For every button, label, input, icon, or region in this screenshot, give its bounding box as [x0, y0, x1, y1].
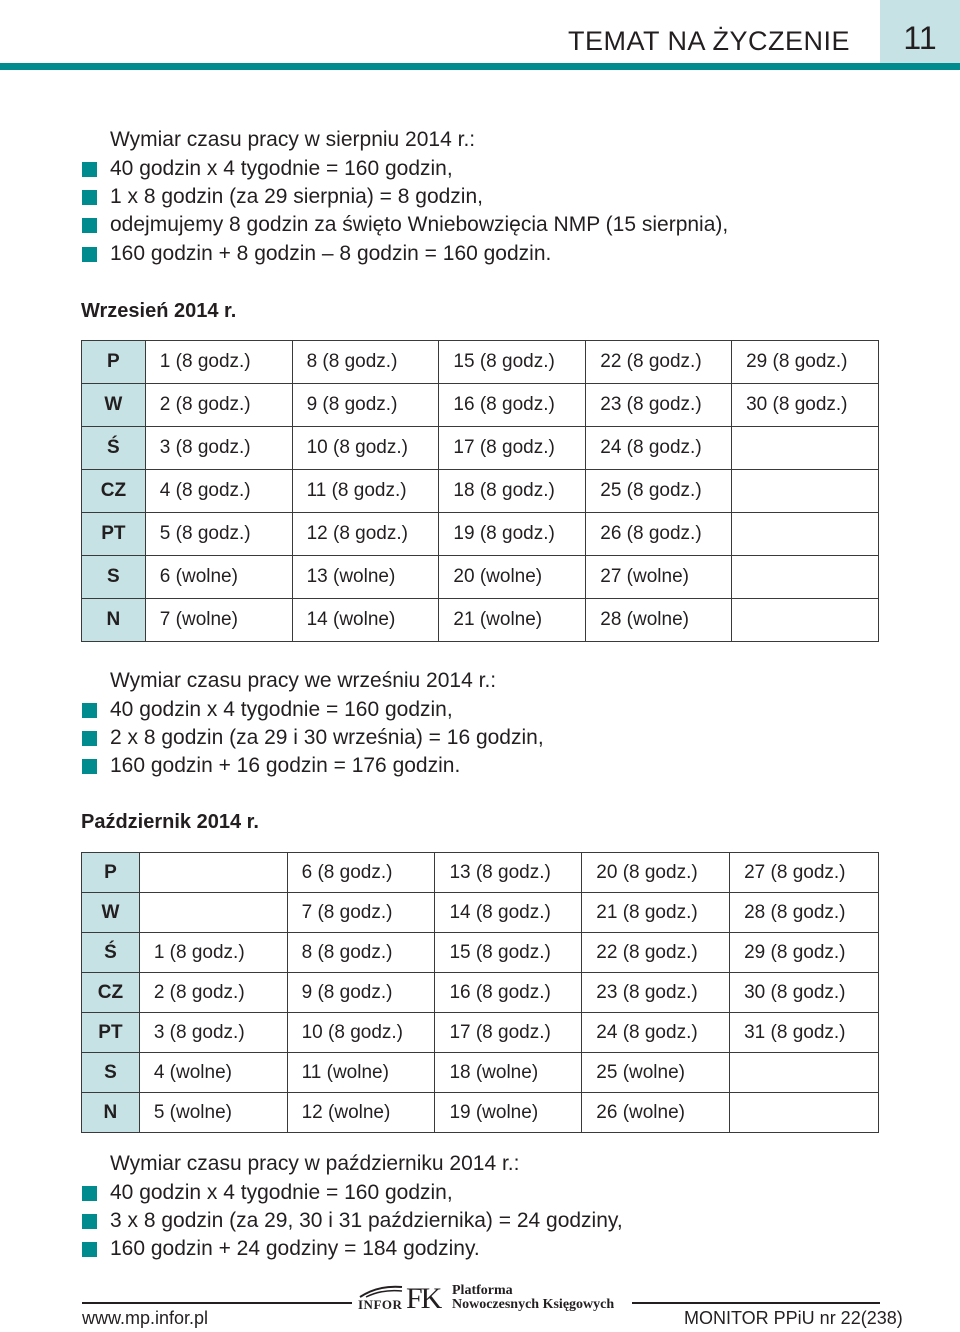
- day-of-week-cell: P: [82, 853, 140, 893]
- date-cell: [139, 893, 287, 933]
- date-cell: 19 (wolne): [435, 1093, 582, 1133]
- date-cell: 21 (wolne): [439, 599, 586, 642]
- footer-magazine-issue: MONITOR PPiU nr 22(238): [684, 1308, 903, 1328]
- date-cell: [732, 556, 879, 599]
- date-cell: 12 (8 godz.): [292, 513, 439, 556]
- date-cell: 24 (8 godz.): [582, 1013, 730, 1053]
- date-cell: 15 (8 godz.): [435, 933, 582, 973]
- footer-website-link[interactable]: www.mp.infor.pl: [82, 1308, 209, 1328]
- date-cell: 29 (8 godz.): [730, 933, 879, 973]
- date-cell: [732, 470, 879, 513]
- bullet-square-icon: [82, 731, 97, 746]
- date-cell: 25 (8 godz.): [586, 470, 732, 513]
- october-calendar-table: [81, 852, 879, 1133]
- summary-line: 40 godzin x 4 tygodnie = 160 godzin,: [110, 698, 453, 721]
- date-cell: 3 (8 godz.): [139, 1013, 287, 1053]
- summary-intro: Wymiar czasu pracy we wrześniu 2014 r.:: [110, 669, 497, 692]
- table-row: [82, 427, 879, 470]
- date-cell: [732, 513, 879, 556]
- footer-rule-left: [82, 1302, 352, 1304]
- summary-line: 3 x 8 godzin (za 29, 30 i 31 października) = 24 godziny,: [110, 1209, 623, 1232]
- bullet-square-icon: [82, 703, 97, 718]
- logo-infor-text: INFOR: [358, 1297, 403, 1312]
- date-cell: 24 (8 godz.): [586, 427, 732, 470]
- summary-line: 2 x 8 godzin (za 29 i 30 września) = 16 godzin,: [110, 726, 544, 749]
- bullet-square-icon: [82, 1214, 97, 1229]
- day-of-week-cell: CZ: [82, 470, 146, 513]
- date-cell: 12 (wolne): [287, 1093, 435, 1133]
- table-row: [82, 470, 879, 513]
- date-cell: 16 (8 godz.): [435, 973, 582, 1013]
- bullet-square-icon: [82, 247, 97, 262]
- date-cell: 19 (8 godz.): [439, 513, 586, 556]
- date-cell: 4 (8 godz.): [145, 470, 292, 513]
- table-row: [82, 973, 879, 1013]
- date-cell: 29 (8 godz.): [732, 341, 879, 384]
- table-row: [82, 556, 879, 599]
- bullet-square-icon: [82, 218, 97, 233]
- logo-line2: Nowoczesnych Księgowych: [452, 1297, 615, 1312]
- table-row: [82, 599, 879, 642]
- day-of-week-cell: Ś: [82, 933, 140, 973]
- bullet-square-icon: [82, 759, 97, 774]
- date-cell: 20 (wolne): [439, 556, 586, 599]
- date-cell: 18 (wolne): [435, 1053, 582, 1093]
- date-cell: 11 (wolne): [287, 1053, 435, 1093]
- date-cell: 7 (wolne): [145, 599, 292, 642]
- date-cell: 31 (8 godz.): [730, 1013, 879, 1053]
- infor-fk-logo: [356, 1283, 636, 1315]
- summary-line: 40 godzin x 4 tygodnie = 160 godzin,: [110, 157, 453, 180]
- date-cell: 25 (wolne): [582, 1053, 730, 1093]
- date-cell: [732, 599, 879, 642]
- date-cell: 22 (8 godz.): [582, 933, 730, 973]
- date-cell: [732, 427, 879, 470]
- october-heading: Październik 2014 r.: [81, 811, 259, 833]
- bullet-square-icon: [82, 1186, 97, 1201]
- date-cell: 13 (wolne): [292, 556, 439, 599]
- table-row: [82, 853, 879, 893]
- date-cell: 22 (8 godz.): [586, 341, 732, 384]
- date-cell: [730, 1053, 879, 1093]
- date-cell: 9 (8 godz.): [287, 973, 435, 1013]
- date-cell: 21 (8 godz.): [582, 893, 730, 933]
- date-cell: 2 (8 godz.): [139, 973, 287, 1013]
- bullet-square-icon: [82, 162, 97, 177]
- day-of-week-cell: N: [82, 1093, 140, 1133]
- summary-intro: Wymiar czasu pracy w październiku 2014 r.:: [110, 1152, 520, 1175]
- date-cell: 28 (wolne): [586, 599, 732, 642]
- table-row: [82, 513, 879, 556]
- day-of-week-cell: CZ: [82, 973, 140, 1013]
- date-cell: 8 (8 godz.): [287, 933, 435, 973]
- date-cell: 18 (8 godz.): [439, 470, 586, 513]
- date-cell: 20 (8 godz.): [582, 853, 730, 893]
- date-cell: 8 (8 godz.): [292, 341, 439, 384]
- date-cell: 6 (wolne): [145, 556, 292, 599]
- date-cell: 9 (8 godz.): [292, 384, 439, 427]
- day-of-week-cell: S: [82, 556, 146, 599]
- summary-line: 40 godzin x 4 tygodnie = 160 godzin,: [110, 1181, 453, 1204]
- date-cell: 11 (8 godz.): [292, 470, 439, 513]
- date-cell: 27 (8 godz.): [730, 853, 879, 893]
- date-cell: 10 (8 godz.): [287, 1013, 435, 1053]
- date-cell: 16 (8 godz.): [439, 384, 586, 427]
- date-cell: 30 (8 godz.): [732, 384, 879, 427]
- day-of-week-cell: Ś: [82, 427, 146, 470]
- logo-line1: Platforma: [452, 1283, 513, 1298]
- day-of-week-cell: PT: [82, 513, 146, 556]
- date-cell: 26 (8 godz.): [586, 513, 732, 556]
- day-of-week-cell: W: [82, 384, 146, 427]
- footer-rule-right: [632, 1302, 880, 1304]
- day-of-week-cell: W: [82, 893, 140, 933]
- logo-fk-text: FK: [406, 1282, 441, 1315]
- date-cell: 28 (8 godz.): [730, 893, 879, 933]
- table-row: [82, 1093, 879, 1133]
- date-cell: 27 (wolne): [586, 556, 732, 599]
- date-cell: 5 (8 godz.): [145, 513, 292, 556]
- date-cell: 3 (8 godz.): [145, 427, 292, 470]
- date-cell: 26 (wolne): [582, 1093, 730, 1133]
- date-cell: [139, 853, 287, 893]
- summary-intro: Wymiar czasu pracy w sierpniu 2014 r.:: [110, 128, 476, 151]
- header-rule: [0, 63, 960, 70]
- summary-line: 160 godzin + 24 godziny = 184 godziny.: [110, 1237, 480, 1260]
- day-of-week-cell: N: [82, 599, 146, 642]
- date-cell: 23 (8 godz.): [586, 384, 732, 427]
- bullet-square-icon: [82, 1242, 97, 1257]
- date-cell: 17 (8 godz.): [435, 1013, 582, 1053]
- day-of-week-cell: S: [82, 1053, 140, 1093]
- table-row: [82, 1053, 879, 1093]
- date-cell: [730, 1093, 879, 1133]
- date-cell: 1 (8 godz.): [139, 933, 287, 973]
- table-row: [82, 384, 879, 427]
- date-cell: 1 (8 godz.): [145, 341, 292, 384]
- date-cell: 30 (8 godz.): [730, 973, 879, 1013]
- summary-line: 160 godzin + 8 godzin – 8 godzin = 160 godzin.: [110, 242, 552, 265]
- date-cell: 14 (wolne): [292, 599, 439, 642]
- date-cell: 7 (8 godz.): [287, 893, 435, 933]
- table-row: [82, 341, 879, 384]
- table-row: [82, 1013, 879, 1053]
- date-cell: 13 (8 godz.): [435, 853, 582, 893]
- page-number: 11: [903, 20, 937, 56]
- date-cell: 10 (8 godz.): [292, 427, 439, 470]
- september-heading: Wrzesień 2014 r.: [81, 300, 237, 322]
- section-title: TEMAT NA ŻYCZENIE: [568, 26, 851, 56]
- september-calendar-table: [81, 340, 879, 642]
- summary-line: odejmujemy 8 godzin za święto Wniebowzięcia NMP (15 sierpnia),: [110, 213, 729, 236]
- date-cell: 6 (8 godz.): [287, 853, 435, 893]
- table-row: [82, 933, 879, 973]
- bullet-square-icon: [82, 190, 97, 205]
- summary-line: 160 godzin + 16 godzin = 176 godzin.: [110, 754, 461, 777]
- date-cell: 5 (wolne): [139, 1093, 287, 1133]
- date-cell: 2 (8 godz.): [145, 384, 292, 427]
- date-cell: 15 (8 godz.): [439, 341, 586, 384]
- date-cell: 17 (8 godz.): [439, 427, 586, 470]
- day-of-week-cell: PT: [82, 1013, 140, 1053]
- summary-line: 1 x 8 godzin (za 29 sierpnia) = 8 godzin,: [110, 185, 483, 208]
- date-cell: 14 (8 godz.): [435, 893, 582, 933]
- table-row: [82, 893, 879, 933]
- date-cell: 4 (wolne): [139, 1053, 287, 1093]
- date-cell: 23 (8 godz.): [582, 973, 730, 1013]
- day-of-week-cell: P: [82, 341, 146, 384]
